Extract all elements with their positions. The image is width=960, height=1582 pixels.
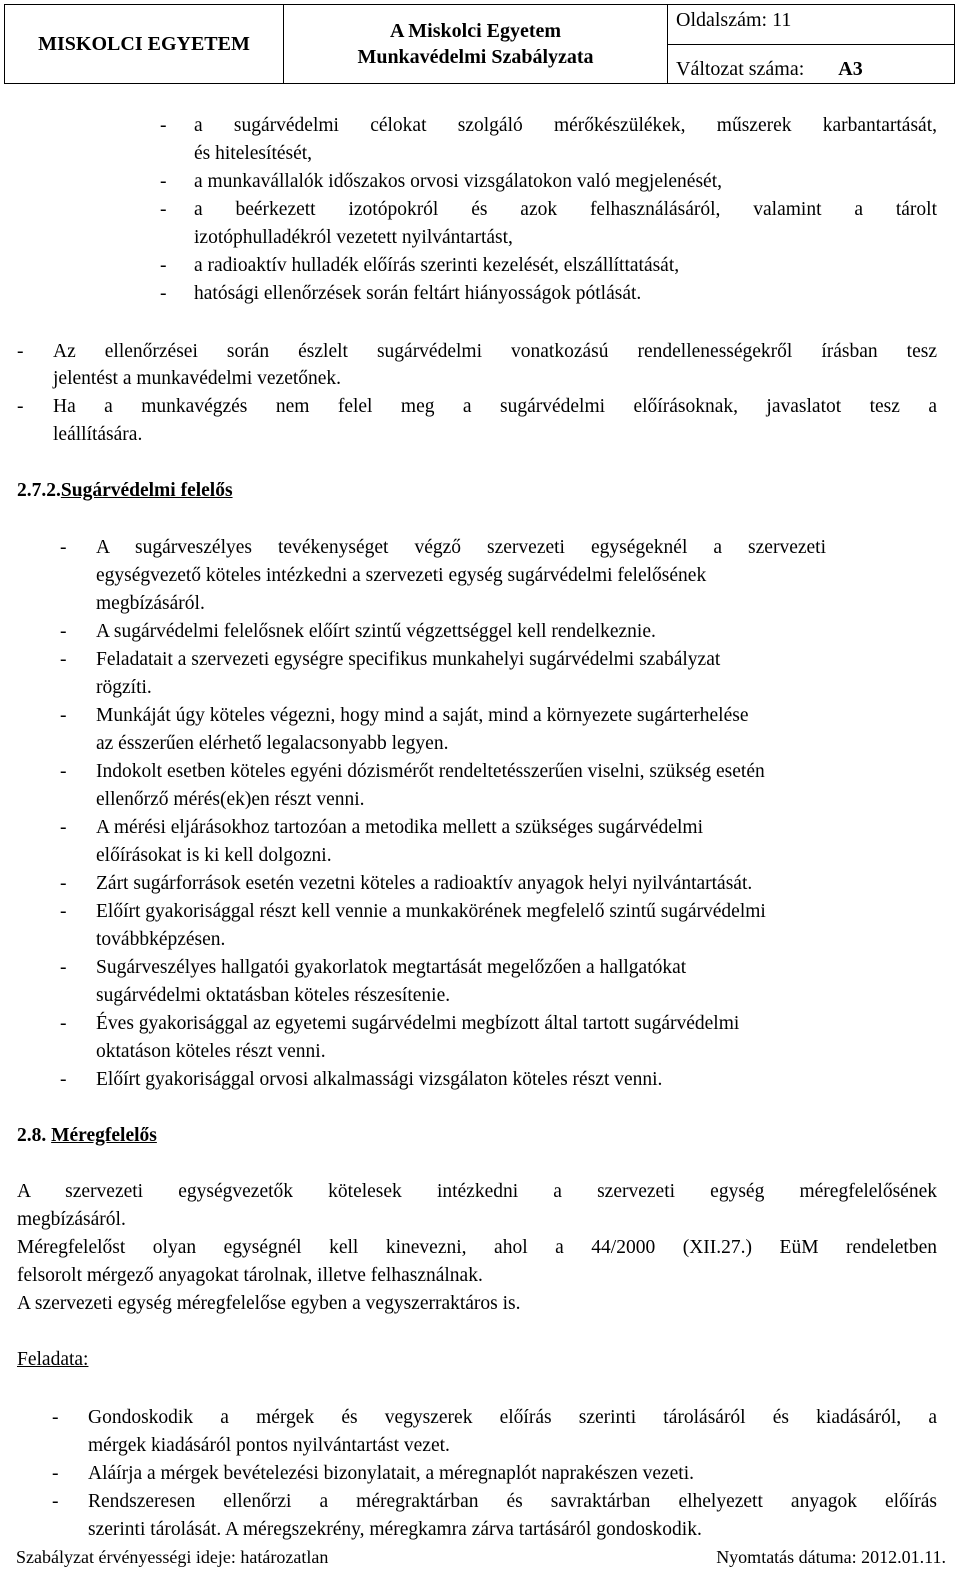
list-bullet: - <box>160 199 167 220</box>
list-bullet: - <box>60 537 67 558</box>
list-item: Munkáját úgy köteles végezni, hogy mind a saját, mind a környezete sugárterhelése <box>96 705 749 726</box>
list-item-cont: szerinti tárolását. A méregszekrény, méregkamra zárva tartásáról gondoskodik. <box>88 1519 702 1540</box>
list-item: A sugárveszélyes tevékenységet végző szervezeti egységeknél a szervezeti <box>96 537 826 558</box>
list-item: Előírt gyakorisággal részt kell vennie a munkakörének megfelelő szintű sugárvédelmi <box>96 901 766 922</box>
paragraph-line: felsorolt mérgező anyagokat tárolnak, illetve felhasználnak. <box>17 1265 483 1286</box>
list-item: Az ellenőrzései során észlelt sugárvédelmi vonatkozású rendellenességekről írásban tesz <box>53 341 937 362</box>
version-label: Változat száma: <box>676 58 805 80</box>
document-footer <box>16 1546 946 1568</box>
list-item-cont: sugárvédelmi oktatásban köteles részesítenie. <box>96 985 451 1006</box>
list-bullet: - <box>60 901 67 922</box>
section-heading-2-8 <box>17 1124 157 1148</box>
list-bullet: - <box>160 255 167 276</box>
list-item: Ha a munkavégzés nem felel meg a sugárvédelmi előírásoknak, javaslatot tesz a <box>53 396 937 417</box>
version <box>668 45 954 85</box>
document-meta <box>668 5 954 83</box>
list-item: Zárt sugárforrások esetén vezetni köteles a radioaktív anyagok helyi nyilvántartását. <box>96 873 753 894</box>
list-item-cont: előírásokat is ki kell dolgozni. <box>96 845 332 866</box>
list-item: Éves gyakorisággal az egyetemi sugárvédelmi megbízott által tartott sugárvédelmi <box>96 1013 740 1034</box>
version-value: A3 <box>838 58 863 80</box>
list-item-cont: leállítására. <box>53 424 143 445</box>
section-number: 2.8. <box>17 1125 47 1146</box>
list-bullet: - <box>60 1013 67 1034</box>
list-item-cont: továbbképzésen. <box>96 929 226 950</box>
document-header <box>4 4 955 84</box>
section-title: Sugárvédelmi felelős <box>60 480 233 501</box>
list-item: a munkavállalók időszakos orvosi vizsgálatokon való megjelenését, <box>194 171 722 192</box>
list-bullet: - <box>52 1407 59 1428</box>
list-item-cont: és hitelesítését, <box>194 143 313 164</box>
list-item: hatósági ellenőrzések során feltárt hiányosságok pótlását. <box>194 283 642 304</box>
page-number: Oldalszám: 11 <box>668 5 954 45</box>
duties-heading: Feladata: <box>17 1349 89 1370</box>
list-item-cont: rögzíti. <box>96 677 152 698</box>
university-name: MISKOLCI EGYETEM <box>5 5 284 83</box>
list-item: Rendszeresen ellenőrzi a méregraktárban és savraktárban elhelyezett anyagok előírás <box>88 1491 937 1512</box>
list-item-cont: oktatáson köteles részt venni. <box>96 1041 326 1062</box>
document-title <box>284 5 668 83</box>
list-bullet: - <box>60 817 67 838</box>
list-item-cont: jelentést a munkavédelmi vezetőnek. <box>53 368 342 389</box>
list-item: Feladatait a szervezeti egységre specifikus munkahelyi sugárvédelmi szabályzat <box>96 649 721 670</box>
list-item-cont: ellenőrző mérés(ek)en részt venni. <box>96 789 365 810</box>
list-item: A sugárvédelmi felelősnek előírt szintű végzettséggel kell rendelkeznie. <box>96 621 656 642</box>
title-line-2: Munkavédelmi Szabályzata <box>357 46 594 68</box>
list-bullet: - <box>52 1463 59 1484</box>
paragraph-line: Méregfelelőst olyan egységnél kell kinevezni, ahol a 44/2000 (XII.27.) EüM rendeletben <box>17 1237 937 1258</box>
list-item-cont: az ésszerűen elérhető legalacsonyabb legyen. <box>96 733 449 754</box>
list-item: A mérési eljárásokhoz tartozóan a metodika mellett a szükséges sugárvédelmi <box>96 817 703 838</box>
list-bullet: - <box>160 171 167 192</box>
validity-text: Szabályzat érvényességi ideje: határozatlan <box>16 1547 329 1567</box>
list-bullet: - <box>60 621 67 642</box>
list-item: Indokolt esetben köteles egyéni dózismérőt rendeltetésszerűen viselni, szükség esetén <box>96 761 765 782</box>
section-number: 2.7.2. <box>17 480 61 501</box>
list-bullet: - <box>60 1069 67 1090</box>
list-bullet: - <box>17 341 24 362</box>
paragraph-line: A szervezeti egységvezetők kötelesek intézkedni a szervezeti egység méregfelelősének <box>17 1181 937 1202</box>
list-item-cont: megbízásáról. <box>96 593 205 614</box>
paragraph-line: megbízásáról. <box>17 1209 126 1230</box>
list-bullet: - <box>17 396 24 417</box>
section-heading-2-7-2 <box>17 479 233 503</box>
list-item-cont: izotóphulladékról vezetett nyilvántartást, <box>194 227 513 248</box>
list-item: Gondoskodik a mérgek és vegyszerek előírás szerinti tárolásáról és kiadásáról, a <box>88 1407 937 1428</box>
list-bullet: - <box>60 705 67 726</box>
list-item: Előírt gyakorisággal orvosi alkalmassági vizsgálaton köteles részt venni. <box>96 1069 663 1090</box>
list-item: Aláírja a mérgek bevételezési bizonylatait, a méregnaplót naprakészen vezeti. <box>88 1463 695 1484</box>
list-item-cont: egységvezető köteles intézkedni a szervezeti egység sugárvédelmi felelősének <box>96 565 707 586</box>
list-item: a beérkezett izotópokról és azok felhasználásáról, valamint a tárolt <box>194 199 937 220</box>
list-bullet: - <box>52 1491 59 1512</box>
paragraph-line: A szervezeti egység méregfelelőse egyben a vegyszerraktáros is. <box>17 1293 521 1314</box>
list-bullet: - <box>60 957 67 978</box>
list-bullet: - <box>60 761 67 782</box>
list-item: a radioaktív hulladék előírás szerinti kezelését, elszállíttatását, <box>194 255 680 276</box>
title-line-1: A Miskolci Egyetem <box>389 20 562 42</box>
list-bullet: - <box>160 283 167 304</box>
list-bullet: - <box>60 649 67 670</box>
list-item-cont: mérgek kiadásáról pontos nyilvántartást vezet. <box>88 1435 450 1456</box>
list-bullet: - <box>160 115 167 136</box>
list-item: a sugárvédelmi célokat szolgáló mérőkészülékek, műszerek karbantartását, <box>194 115 937 136</box>
section-title: Méregfelelős <box>51 1125 157 1146</box>
list-item: Sugárveszélyes hallgatói gyakorlatok megtartását megelőzően a hallgatókat <box>96 957 687 978</box>
list-bullet: - <box>60 873 67 894</box>
print-date: Nyomtatás dátuma: 2012.01.11. <box>716 1547 946 1567</box>
